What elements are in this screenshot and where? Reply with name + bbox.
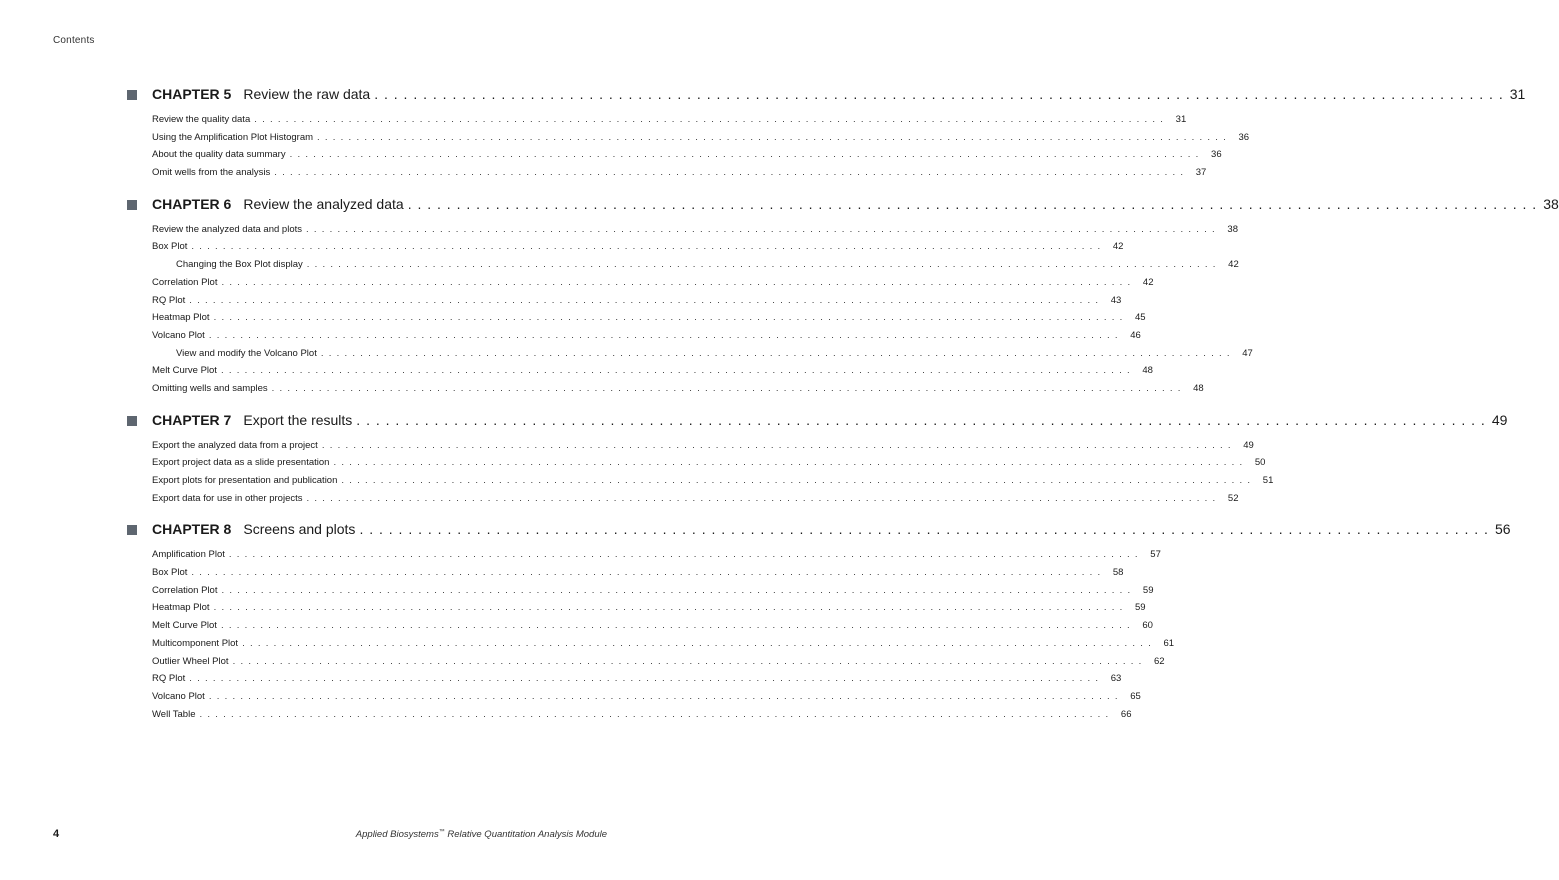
toc-subentry-link[interactable]: [127, 347, 1253, 366]
toc-entry-link[interactable]: [127, 167, 1207, 185]
entry-title: Volcano Plot: [152, 329, 205, 341]
toc-entry-link[interactable]: [127, 114, 1187, 132]
entry-title: Review the analyzed data and plots: [152, 223, 302, 235]
entry-title: RQ Plot: [152, 294, 186, 306]
footer-title: [356, 829, 607, 840]
entry-title: Heatmap Plot: [152, 602, 210, 614]
toc-entry-link[interactable]: [127, 620, 1153, 638]
entry-page-number: 57: [1150, 549, 1161, 561]
entry-page-number: 63: [1110, 673, 1122, 685]
entry-page-number: 49: [1243, 439, 1254, 451]
entry-title: Multicomponent Plot: [152, 637, 239, 649]
toc-entry-link[interactable]: [127, 492, 1239, 511]
entry-title: Outlier Wheel Plot: [152, 655, 229, 667]
toc-entry-link[interactable]: [127, 312, 1146, 330]
entry-title: Melt Curve Plot: [152, 365, 217, 377]
toc-entry-link[interactable]: [127, 149, 1222, 167]
dot-leader: . . . . . . . . . . . . . . . . . . . . . . . . . . . . . . . . . . . . . . . . . . . . . . . . . . . . . . . . . . . . . . . . . . . . . . . . . . . . . . . . . . . . . . . . . . . . . . . . . . . . . . . . . . . . . . . . . . . .: [289, 149, 1200, 161]
entry-title: Correlation Plot: [152, 584, 218, 596]
entry-title: About the quality data summary: [152, 149, 286, 161]
page-number: 4: [53, 828, 60, 840]
dot-leader: . . . . . . . . . . . . . . . . . . . . . . . . . . . . . . . . . . . . . . . . . . . . . . . . . . . . . . . . . . . . . . . . . . . . . . . . . . . . . . . . . . . . . . . . . . . . . . . . . . . . . . . . . . . . . . . . . . . .: [220, 620, 1131, 632]
toc-entry-link[interactable]: [127, 637, 1175, 656]
entry-title: RQ Plot: [152, 673, 186, 685]
square-bullet-icon: [127, 200, 137, 210]
entry-page-number: 36: [1238, 131, 1250, 143]
square-bullet-icon: [127, 525, 137, 535]
toc-entry-link[interactable]: [127, 439, 1254, 458]
chapter-heading-link[interactable]: [127, 521, 1511, 541]
entry-page-number: 58: [1112, 567, 1124, 579]
entry-page-number: 43: [1110, 294, 1122, 306]
chapter-entries: [127, 114, 1250, 185]
entry-title: View and modify the Volcano Plot: [176, 347, 317, 359]
entry-page-number: 59: [1134, 602, 1146, 614]
entry-page-number: 62: [1153, 655, 1165, 667]
entry-title: Heatmap Plot: [152, 312, 210, 324]
entry-title: Changing the Box Plot display: [176, 259, 303, 271]
entry-page-number: 48: [1193, 382, 1204, 394]
toc-entry-link[interactable]: [127, 241, 1124, 259]
footer-title-suffix: Relative Quantitation Analysis Module: [444, 829, 607, 841]
entry-title: Omitting wells and samples: [152, 382, 268, 394]
entry-title: Well Table: [152, 708, 196, 720]
dot-leader: . . . . . . . . . . . . . . . . . . . . . . . . . . . . . . . . . . . . . . . . . . . . . . . . . . . . . . . . . . . . . . . . . . . . . . . . . . . . . . . . . . . . . . . . . . . . . . . . . . . . . . . . . . . . . . . . . . . .: [333, 457, 1244, 469]
entry-title: Volcano Plot: [152, 690, 205, 702]
chapter-page-number: 38: [1543, 195, 1559, 212]
chapter-section: [127, 195, 1559, 412]
running-head: Contents: [53, 35, 95, 46]
trademark-symbol: ™: [438, 829, 445, 835]
chapter-section: [127, 521, 1511, 726]
dot-leader: . . . . . . . . . . . . . . . . . . . . . . . . . . . . . . . . . . . . . . . . . . . . . . . . . . . . . . . . . . . . . . . . . . . . . . . . . . . . . . . . . . . . . . . . . . . . . . . . . . . . . . . . . . . . . . . . . . . .: [208, 329, 1119, 341]
entry-title: Omit wells from the analysis: [152, 167, 271, 179]
dot-leader: . . . . . . . . . . . . . . . . . . . . . . . . . . . . . . . . . . . . . . . . . . . . . . . . . . . . . . . . . . . . . . . . . . . . . . . . . . . . . . . . . . . . . . . . . . . . . . . . . . . . . . . . . . . . . . . . . . . .: [221, 276, 1132, 288]
entry-page-number: 45: [1134, 312, 1146, 324]
dot-leader: . . . . . . . . . . . . . . . . . . . . . . . . . . . . . . . . . . . . . . . . . . . . . . . . . . . . . . . . . . . . . . . . . . . . . . . . . . . . . . . . . . . . . . . . . . . . . . . . . . . . . . . . . . . . . . . . . . . .: [374, 86, 1504, 102]
dot-leader: . . . . . . . . . . . . . . . . . . . . . . . . . . . . . . . . . . . . . . . . . . . . . . . . . . . . . . . . . . . . . . . . . . . . . . . . . . . . . . . . . . . . . . . . . . . . . . . . . . . . . . . . . . . . . . . . . . . .: [221, 584, 1132, 596]
chapter-spacer: [127, 510, 607, 521]
toc-entry-link[interactable]: [127, 708, 1132, 727]
entry-page-number: 50: [1254, 457, 1266, 469]
entry-page-number: 31: [1175, 114, 1187, 125]
entry-page-number: 46: [1130, 329, 1141, 341]
entry-title: Amplification Plot: [152, 549, 225, 561]
dot-leader: . . . . . . . . . . . . . . . . . . . . . . . . . . . . . . . . . . . . . . . . . . . . . . . . . . . . . . . . . . . . . . . . . . . . . . . . . . . . . . . . . . . . . . . . . . . . . . . . . . . . . . . . . . . . . . . . . . . .: [356, 411, 1486, 428]
dot-leader: . . . . . . . . . . . . . . . . . . . . . . . . . . . . . . . . . . . . . . . . . . . . . . . . . . . . . . . . . . . . . . . . . . . . . . . . . . . . . . . . . . . . . . . . . . . . . . . . . . . . . . . . . . . . . . . . . . . .: [199, 708, 1110, 720]
chapter-title: Screens and plots: [243, 521, 356, 538]
entry-page-number: 66: [1120, 708, 1132, 720]
toc-entry-link[interactable]: [127, 223, 1238, 242]
chapter-entries: [127, 549, 1175, 726]
entry-title: Export plots for presentation and publication: [152, 475, 338, 486]
chapter-title: Review the raw data: [243, 86, 371, 102]
entry-title: Review the quality data: [152, 114, 251, 125]
dot-leader: . . . . . . . . . . . . . . . . . . . . . . . . . . . . . . . . . . . . . . . . . . . . . . . . . . . . . . . . . . . . . . . . . . . . . . . . . . . . . . . . . . . . . . . . . . . . . . . . . . . . . . . . . . . . . . . . . . . .: [306, 259, 1217, 271]
table-of-contents: [127, 86, 1559, 726]
chapter-label: CHAPTER 7: [152, 411, 232, 428]
entry-page-number: 42: [1112, 241, 1124, 253]
chapter-heading-link[interactable]: [127, 86, 1526, 106]
dot-leader: . . . . . . . . . . . . . . . . . . . . . . . . . . . . . . . . . . . . . . . . . . . . . . . . . . . . . . . . . . . . . . . . . . . . . . . . . . . . . . . . . . . . . . . . . . . . . . . . . . . . . . . . . . . . . . . . . . . .: [232, 655, 1143, 667]
entry-page-number: 48: [1142, 365, 1153, 377]
entry-title: Export data for use in other projects: [152, 492, 303, 504]
chapter-page-number: 31: [1509, 86, 1526, 102]
toc-entry-link[interactable]: [127, 602, 1146, 620]
entry-page-number: 47: [1242, 347, 1253, 359]
chapter-spacer: [127, 185, 607, 196]
dot-leader: . . . . . . . . . . . . . . . . . . . . . . . . . . . . . . . . . . . . . . . . . . . . . . . . . . . . . . . . . . . . . . . . . . . . . . . . . . . . . . . . . . . . . . . . . . . . . . . . . . . . . . . . . . . . . . . . . . . .: [189, 294, 1100, 306]
dot-leader: . . . . . . . . . . . . . . . . . . . . . . . . . . . . . . . . . . . . . . . . . . . . . . . . . . . . . . . . . . . . . . . . . . . . . . . . . . . . . . . . . . . . . . . . . . . . . . . . . . . . . . . . . . . . . . . . . . . .: [254, 114, 1165, 125]
chapter-label: CHAPTER 8: [152, 521, 232, 538]
chapter-spacer: [127, 401, 607, 412]
square-bullet-icon: [127, 90, 137, 100]
entry-page-number: 51: [1262, 475, 1274, 486]
entry-title: Correlation Plot: [152, 276, 218, 288]
toc-entry-link[interactable]: [127, 131, 1250, 150]
entry-title: Box Plot: [152, 567, 188, 579]
dot-leader: . . . . . . . . . . . . . . . . . . . . . . . . . . . . . . . . . . . . . . . . . . . . . . . . . . . . . . . . . . . . . . . . . . . . . . . . . . . . . . . . . . . . . . . . . . . . . . . . . . . . . . . . . . . . . . . . . . . .: [321, 439, 1232, 451]
toc-entry-link[interactable]: [127, 475, 1274, 493]
dot-leader: . . . . . . . . . . . . . . . . . . . . . . . . . . . . . . . . . . . . . . . . . . . . . . . . . . . . . . . . . . . . . . . . . . . . . . . . . . . . . . . . . . . . . . . . . . . . . . . . . . . . . . . . . . . . . . . . . . . .: [220, 365, 1131, 377]
dot-leader: . . . . . . . . . . . . . . . . . . . . . . . . . . . . . . . . . . . . . . . . . . . . . . . . . . . . . . . . . . . . . . . . . . . . . . . . . . . . . . . . . . . . . . . . . . . . . . . . . . . . . . . . . . . . . . . . . . . .: [228, 549, 1139, 561]
dot-leader: . . . . . . . . . . . . . . . . . . . . . . . . . . . . . . . . . . . . . . . . . . . . . . . . . . . . . . . . . . . . . . . . . . . . . . . . . . . . . . . . . . . . . . . . . . . . . . . . . . . . . . . . . . . . . . . . . . . .: [191, 567, 1102, 579]
toc-entry-link[interactable]: [127, 276, 1154, 295]
toc-entry-link[interactable]: [127, 329, 1141, 348]
dot-leader: . . . . . . . . . . . . . . . . . . . . . . . . . . . . . . . . . . . . . . . . . . . . . . . . . . . . . . . . . . . . . . . . . . . . . . . . . . . . . . . . . . . . . . . . . . . . . . . . . . . . . . . . . . . . . . . . . . . .: [208, 690, 1119, 702]
square-bullet-icon: [127, 416, 137, 426]
toc-entry-link[interactable]: [127, 673, 1122, 691]
toc-entry-link[interactable]: [127, 567, 1124, 585]
dot-leader: . . . . . . . . . . . . . . . . . . . . . . . . . . . . . . . . . . . . . . . . . . . . . . . . . . . . . . . . . . . . . . . . . . . . . . . . . . . . . . . . . . . . . . . . . . . . . . . . . . . . . . . . . . . . . . . . . . . .: [213, 312, 1124, 324]
chapter-title: Export the results: [243, 411, 353, 428]
dot-leader: . . . . . . . . . . . . . . . . . . . . . . . . . . . . . . . . . . . . . . . . . . . . . . . . . . . . . . . . . . . . . . . . . . . . . . . . . . . . . . . . . . . . . . . . . . . . . . . . . . . . . . . . . . . . . . . . . . . .: [306, 492, 1217, 504]
dot-leader: . . . . . . . . . . . . . . . . . . . . . . . . . . . . . . . . . . . . . . . . . . . . . . . . . . . . . . . . . . . . . . . . . . . . . . . . . . . . . . . . . . . . . . . . . . . . . . . . . . . . . . . . . . . . . . . . . . . .: [341, 475, 1252, 486]
toc-entry-link[interactable]: [127, 457, 1266, 475]
toc-entry-link[interactable]: [127, 584, 1154, 603]
dot-leader: . . . . . . . . . . . . . . . . . . . . . . . . . . . . . . . . . . . . . . . . . . . . . . . . . . . . . . . . . . . . . . . . . . . . . . . . . . . . . . . . . . . . . . . . . . . . . . . . . . . . . . . . . . . . . . . . . . . .: [407, 195, 1538, 212]
entry-title: Melt Curve Plot: [152, 620, 217, 632]
toc-entry-link[interactable]: [127, 365, 1153, 383]
entry-page-number: 59: [1142, 584, 1154, 596]
entry-page-number: 42: [1142, 276, 1154, 288]
toc-entry-link[interactable]: [127, 690, 1141, 709]
entry-page-number: 65: [1130, 690, 1141, 702]
chapter-entries: [127, 223, 1253, 401]
entry-page-number: 42: [1228, 259, 1239, 271]
entry-title: Box Plot: [152, 241, 188, 253]
entry-title: Export project data as a slide presentation: [152, 457, 330, 469]
chapter-label: CHAPTER 6: [152, 195, 232, 212]
entry-title: Using the Amplification Plot Histogram: [152, 131, 314, 143]
dot-leader: . . . . . . . . . . . . . . . . . . . . . . . . . . . . . . . . . . . . . . . . . . . . . . . . . . . . . . . . . . . . . . . . . . . . . . . . . . . . . . . . . . . . . . . . . . . . . . . . . . . . . . . . . . . . . . . . . . . .: [242, 637, 1153, 649]
chapter-page-number: 56: [1494, 521, 1511, 538]
dot-leader: . . . . . . . . . . . . . . . . . . . . . . . . . . . . . . . . . . . . . . . . . . . . . . . . . . . . . . . . . . . . . . . . . . . . . . . . . . . . . . . . . . . . . . . . . . . . . . . . . . . . . . . . . . . . . . . . . . . .: [271, 382, 1182, 394]
dot-leader: . . . . . . . . . . . . . . . . . . . . . . . . . . . . . . . . . . . . . . . . . . . . . . . . . . . . . . . . . . . . . . . . . . . . . . . . . . . . . . . . . . . . . . . . . . . . . . . . . . . . . . . . . . . . . . . . . . . .: [306, 223, 1216, 235]
dot-leader: . . . . . . . . . . . . . . . . . . . . . . . . . . . . . . . . . . . . . . . . . . . . . . . . . . . . . . . . . . . . . . . . . . . . . . . . . . . . . . . . . . . . . . . . . . . . . . . . . . . . . . . . . . . . . . . . . . . .: [191, 241, 1102, 253]
toc-entry-link[interactable]: [127, 549, 1161, 567]
entry-page-number: 38: [1227, 223, 1238, 235]
toc-subentry-link[interactable]: [127, 259, 1239, 277]
toc-entry-link[interactable]: [127, 655, 1165, 674]
entry-page-number: 61: [1163, 637, 1175, 649]
entry-page-number: 37: [1195, 167, 1207, 179]
entry-page-number: 60: [1142, 620, 1153, 632]
chapter-title: Review the analyzed data: [243, 195, 404, 212]
chapter-heading-link[interactable]: [127, 195, 1559, 216]
footer-title-prefix: Applied Biosystems: [355, 829, 439, 841]
toc-entry-link[interactable]: [127, 294, 1122, 313]
dot-leader: . . . . . . . . . . . . . . . . . . . . . . . . . . . . . . . . . . . . . . . . . . . . . . . . . . . . . . . . . . . . . . . . . . . . . . . . . . . . . . . . . . . . . . . . . . . . . . . . . . . . . . . . . . . . . . . . . . . .: [274, 167, 1185, 179]
entry-title: Export the analyzed data from a project: [152, 439, 318, 451]
chapter-entries: [127, 439, 1274, 511]
chapter-page-number: 49: [1491, 411, 1508, 428]
dot-leader: . . . . . . . . . . . . . . . . . . . . . . . . . . . . . . . . . . . . . . . . . . . . . . . . . . . . . . . . . . . . . . . . . . . . . . . . . . . . . . . . . . . . . . . . . . . . . . . . . . . . . . . . . . . . . . . . . . . .: [213, 602, 1124, 614]
entry-page-number: 36: [1211, 149, 1222, 161]
chapter-heading-link[interactable]: [127, 411, 1508, 432]
chapter-label: CHAPTER 5: [152, 86, 232, 102]
toc-entry-link[interactable]: [127, 382, 1204, 401]
chapter-section: [127, 86, 1526, 196]
dot-leader: . . . . . . . . . . . . . . . . . . . . . . . . . . . . . . . . . . . . . . . . . . . . . . . . . . . . . . . . . . . . . . . . . . . . . . . . . . . . . . . . . . . . . . . . . . . . . . . . . . . . . . . . . . . . . . . . . . . .: [359, 521, 1489, 538]
dot-leader: . . . . . . . . . . . . . . . . . . . . . . . . . . . . . . . . . . . . . . . . . . . . . . . . . . . . . . . . . . . . . . . . . . . . . . . . . . . . . . . . . . . . . . . . . . . . . . . . . . . . . . . . . . . . . . . . . . . .: [317, 131, 1228, 143]
chapter-section: [127, 411, 1508, 522]
entry-page-number: 52: [1227, 492, 1239, 504]
dot-leader: . . . . . . . . . . . . . . . . . . . . . . . . . . . . . . . . . . . . . . . . . . . . . . . . . . . . . . . . . . . . . . . . . . . . . . . . . . . . . . . . . . . . . . . . . . . . . . . . . . . . . . . . . . . . . . . . . . . .: [320, 347, 1231, 359]
dot-leader: . . . . . . . . . . . . . . . . . . . . . . . . . . . . . . . . . . . . . . . . . . . . . . . . . . . . . . . . . . . . . . . . . . . . . . . . . . . . . . . . . . . . . . . . . . . . . . . . . . . . . . . . . . . . . . . . . . . .: [189, 673, 1100, 685]
